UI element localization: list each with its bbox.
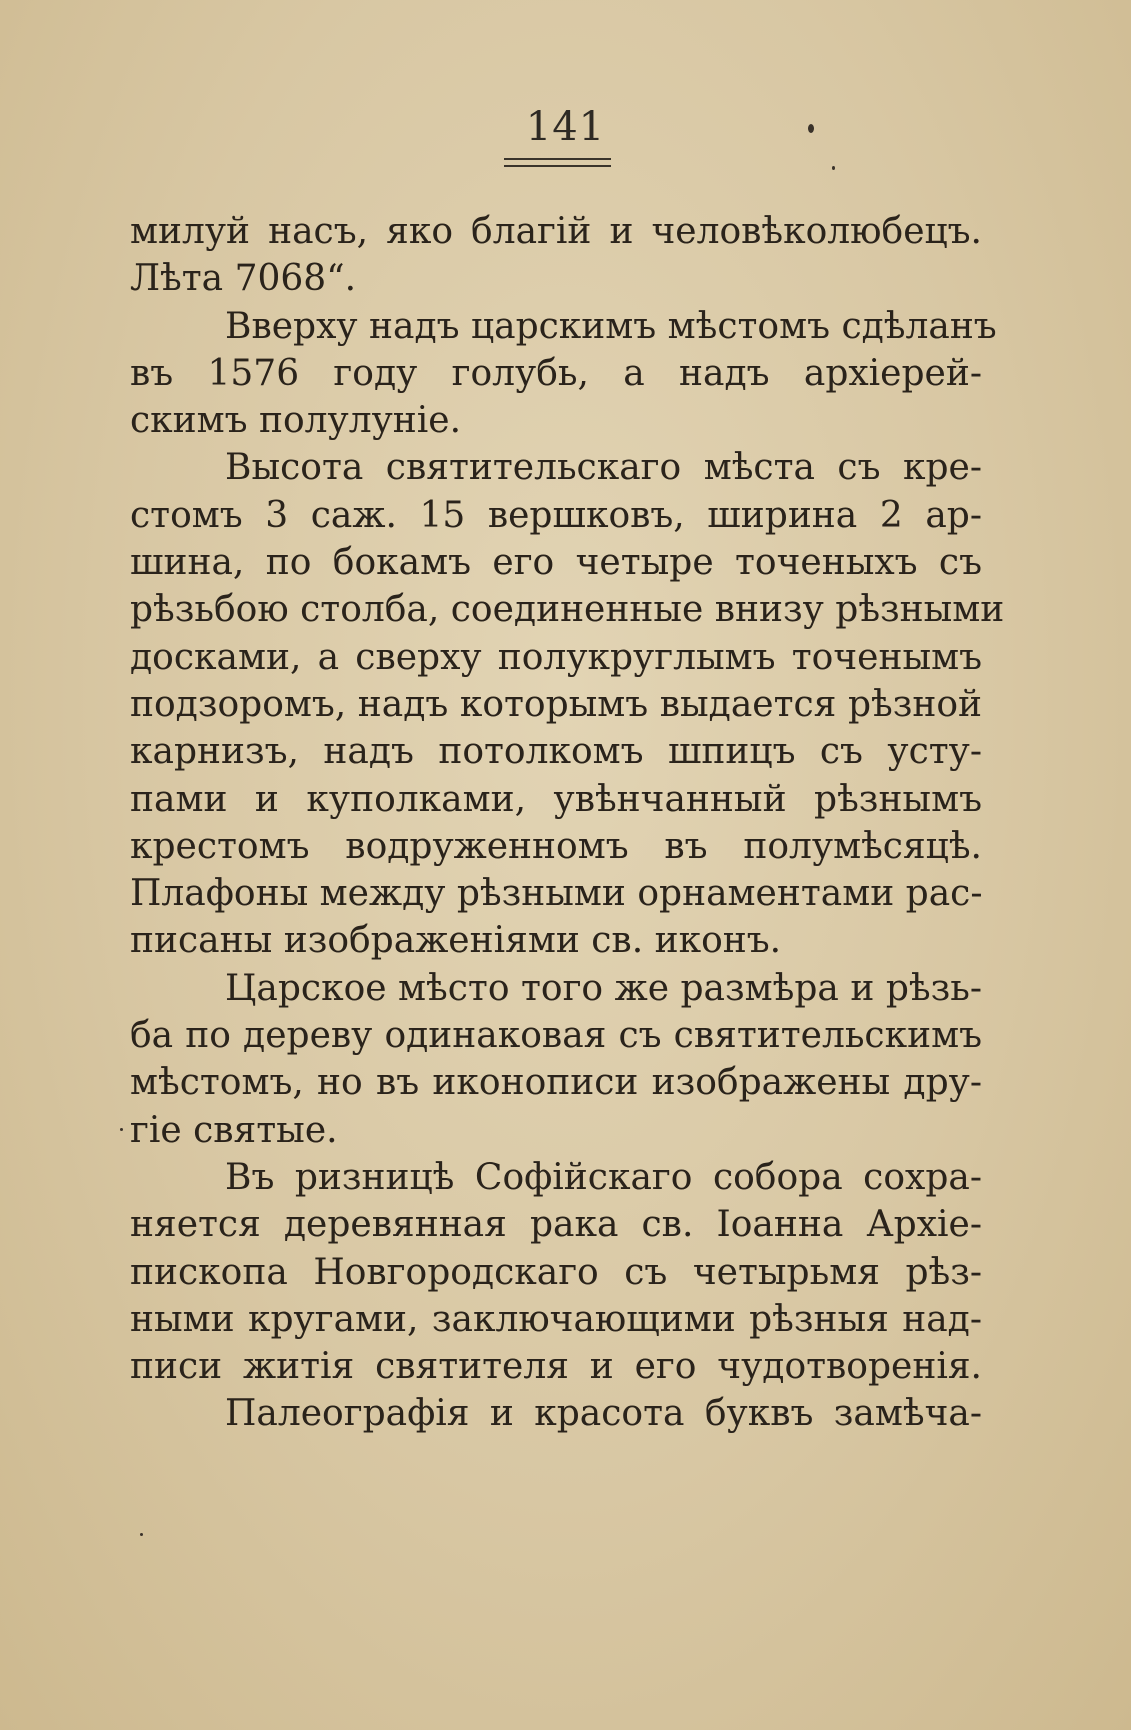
ink-speck: [808, 124, 814, 133]
text-line: Въ ризницѣ Софійскаго собора сохра-: [225, 1156, 982, 1198]
text-line: мѣстомъ, но въ иконописи изображены дру-: [130, 1062, 982, 1104]
text-line: Палеографія и красота буквъ замѣча-: [225, 1393, 982, 1435]
text-line: Высота святительскаго мѣста съ кре-: [225, 447, 982, 489]
text-line: няется деревянная рака св. Іоанна Архіе-: [130, 1204, 982, 1246]
text-line: Лѣта 7068“.: [130, 258, 357, 300]
header-rule-top: [504, 158, 611, 160]
text-line: милуй насъ, яко благій и человѣколюбецъ.: [130, 211, 982, 252]
text-line: Плафоны между рѣзными орнаментами рас-: [130, 873, 983, 915]
header-rule-bottom: [504, 165, 611, 167]
page-number: 141: [525, 104, 606, 150]
ink-speck: [140, 1533, 143, 1536]
text-line: ба по дереву одинаковая съ святительскимъ: [130, 1015, 982, 1057]
text-line: въ 1576 году голубь, а надъ архіерей-: [130, 352, 982, 394]
text-line: крестомъ водруженномъ въ полумѣсяцѣ.: [130, 825, 982, 867]
text-line: пископа Новгородскаго съ четырьмя рѣз-: [130, 1251, 982, 1293]
text-line: пами и куполками, увѣнчанный рѣзнымъ: [130, 778, 982, 820]
text-line: Вверху надъ царскимъ мѣстомъ сдѣланъ: [225, 305, 997, 347]
text-line: писи житія святителя и его чудотворенія.: [130, 1346, 982, 1388]
text-line: рѣзьбою столба, соединенные внизу рѣзными: [130, 589, 1005, 631]
text-line: карнизъ, надъ потолкомъ шпицъ съ усту-: [130, 731, 982, 773]
ink-speck: [832, 166, 835, 170]
text-line: досками, а сверху полукруглымъ точенымъ: [130, 636, 982, 678]
text-line: писаны изображеніями св. иконъ.: [130, 920, 782, 962]
text-line: стомъ 3 саж. 15 вершковъ, ширина 2 ар-: [130, 494, 982, 536]
text-line: Царское мѣсто того же размѣра и рѣзь-: [225, 967, 982, 1009]
text-line: скимъ полулуніе.: [130, 400, 462, 442]
text-line: подзоромъ, надъ которымъ выдается рѣзной: [130, 683, 982, 725]
text-line: ными кругами, заключающими рѣзныя над-: [130, 1298, 982, 1340]
text-line: гіе святые.: [130, 1109, 338, 1151]
text-line: шина, по бокамъ его четыре точеныхъ съ: [130, 542, 982, 584]
ink-speck: [120, 1128, 123, 1131]
body-text: [130, 208, 1005, 1438]
